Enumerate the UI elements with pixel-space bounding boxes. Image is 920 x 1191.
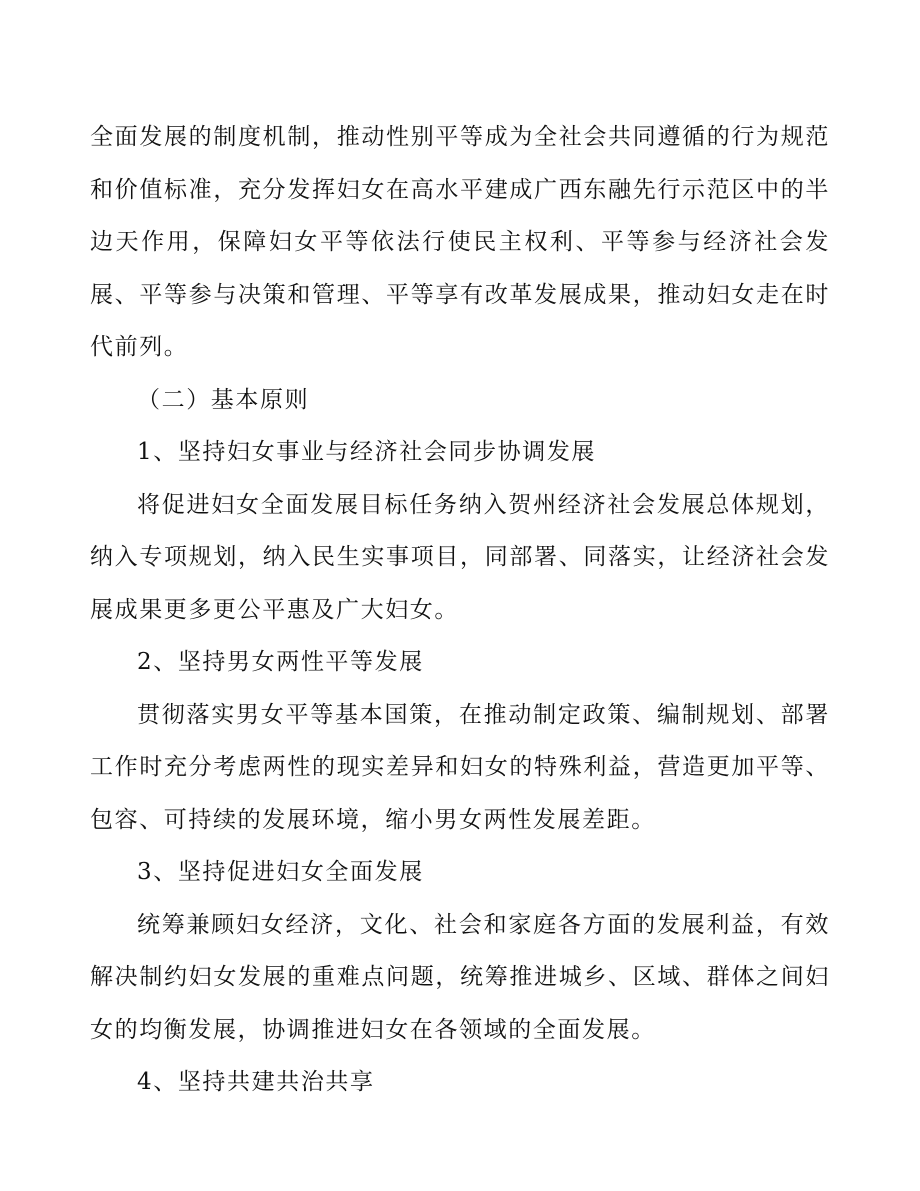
section-heading-basic-principles: （二）基本原则 — [137, 386, 310, 413]
principle-body-3: 统筹兼顾妇女经济，文化、社会和家庭各方面的发展利益，有效解决制约妇女发展的重难点问题，统筹推进城乡、区域、群体之间妇女的均衡发展，协调推进妇女在各领域的全面发展。 — [90, 911, 830, 1043]
principle-heading-2: 2、坚持男女两性平等发展 — [137, 649, 424, 675]
principle-heading-3: 3、坚持促进妇女全面发展 — [137, 859, 424, 885]
paragraph-goal-continuation: 全面发展的制度机制，推动性别平等成为全社会共同遵循的行为规范和价值标准，充分发挥妇女在高水平建成广西东融先行示范区中的半边天作用，保障妇女平等依法行使民主权利、平等参与经济社会发展、平等参与决策和管理、平等享有改革发展成果，推动妇女走在时代前列。 — [90, 124, 830, 360]
principle-body-2: 贯彻落实男女平等基本国策，在推动制定政策、编制规划、部署工作时充分考虑两性的现实差异和妇女的特殊利益，营造更加平等、包容、可持续的发展环境，缩小男女两性发展差距。 — [90, 701, 830, 833]
principle-body-1: 将促进妇女全面发展目标任务纳入贺州经济社会发展总体规划，纳入专项规划，纳入民生实事项目，同部署、同落实，让经济社会发展成果更多更公平惠及广大妇女。 — [90, 491, 830, 623]
document-body — [90, 111, 830, 1109]
principle-heading-1: 1、坚持妇女事业与经济社会同步协调发展 — [137, 439, 597, 465]
principle-heading-4: 4、坚持共建共治共享 — [137, 1069, 375, 1095]
